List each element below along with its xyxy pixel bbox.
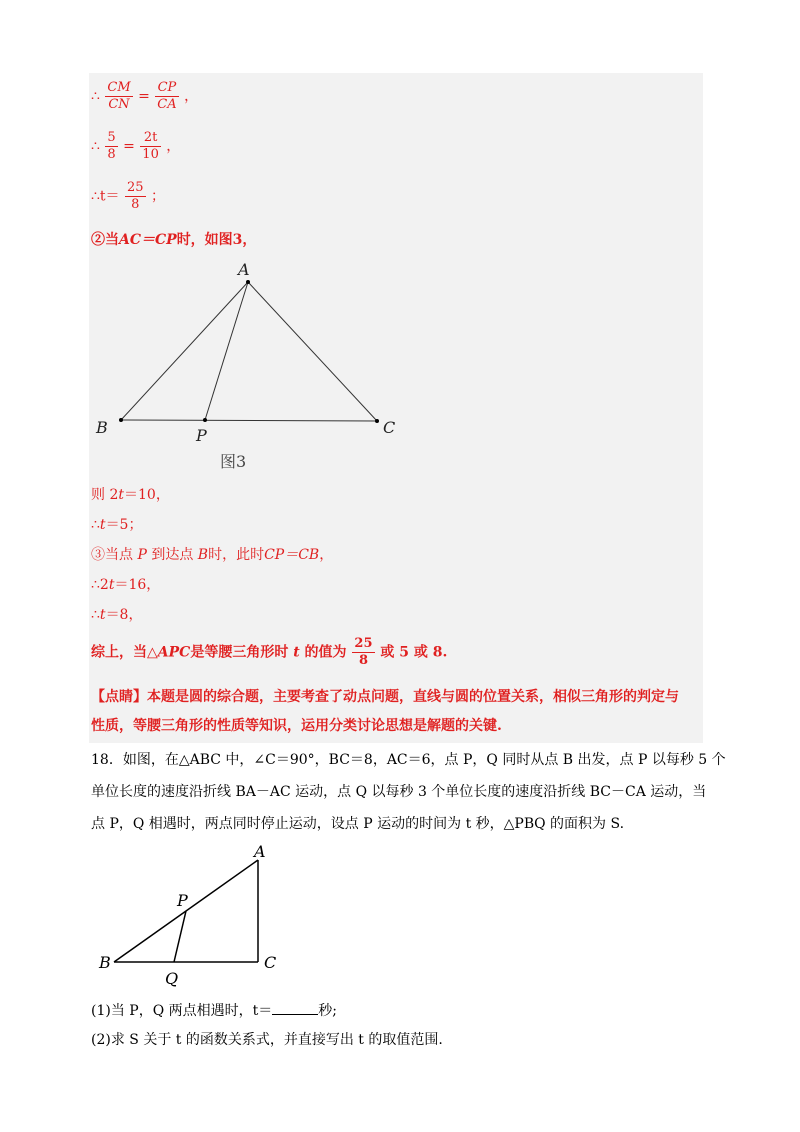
solution-line-5: [91, 485, 170, 505]
label-b: B: [96, 418, 108, 437]
text: ＝10，: [124, 487, 170, 503]
text: ＝16，: [114, 577, 161, 593]
label-a: A: [254, 842, 266, 861]
segment-ap: [205, 282, 248, 420]
punctuation: ，: [184, 88, 199, 105]
equals-sign: =: [138, 88, 150, 105]
triangle-name: APC: [157, 644, 191, 661]
figure-3: [90, 255, 420, 480]
text: ＝8，: [105, 607, 143, 623]
problem-line-3: 点 P，Q 相遇时，两点同时停止运动，设点 P 运动的时间为 t 秒，△PBQ 的面积为 S.: [91, 816, 625, 832]
text: 或 5 或 8.: [380, 644, 448, 661]
math-expression: CP＝CB: [264, 547, 320, 563]
point-c: [375, 419, 379, 423]
label-b: B: [99, 953, 111, 972]
solution-line-8: [91, 575, 160, 595]
solution-conclusion: [91, 636, 447, 669]
label-p: P: [177, 891, 188, 910]
text: ＝5；: [105, 517, 143, 533]
fraction-numerator: CP: [155, 80, 178, 97]
label-c: C: [383, 418, 396, 437]
text: 时，此时: [208, 547, 265, 563]
solution-line-2: [91, 130, 180, 163]
punctuation: ；: [151, 188, 165, 205]
figure-caption: 图3: [220, 452, 247, 471]
math-expression: AC＝CP: [119, 232, 177, 248]
punctuation: ，: [166, 138, 181, 155]
fraction-denominator: CA: [157, 97, 177, 112]
point-name: P: [137, 547, 147, 563]
fraction-denominator: 8: [358, 653, 368, 668]
text: 综上，当△: [91, 644, 158, 661]
label-a: A: [238, 260, 250, 279]
segment-bc: [121, 420, 377, 421]
answer-blank[interactable]: [272, 1000, 318, 1015]
text: 时，如图3，: [176, 232, 257, 248]
solution-line-3: [91, 180, 165, 213]
variable-t: t: [293, 644, 300, 661]
key-point-line-1: 【点睛】本题是圆的综合题，主要考查了动点问题，直线与圆的位置关系，相似三角形的判定与: [91, 689, 679, 705]
text: 的值为: [304, 644, 347, 661]
point-b: [119, 418, 123, 422]
therefore-symbol: ∴: [91, 88, 100, 105]
equals-sign: =: [123, 138, 135, 155]
fraction-numerator: 5: [107, 130, 116, 145]
fraction-numerator: 25: [127, 180, 144, 195]
label-c: C: [264, 953, 277, 972]
therefore-symbol: ∴: [91, 607, 100, 623]
variable-t: t: [108, 577, 115, 593]
key-point-line-2: 性质，等腰三角形的性质等知识，运用分类讨论思想是解题的关键.: [91, 718, 502, 734]
label-p: P: [196, 426, 207, 445]
problem-line-1: 18．如图，在△ABC 中，∠C＝90°，BC＝8，AC＝6，点 P，Q 同时从点 B 出发，点 P 以每秒 5 个: [91, 752, 726, 768]
therefore-symbol: ∴: [91, 138, 100, 155]
variable-t: t: [118, 487, 124, 503]
fraction-numerator: 2t: [140, 130, 161, 147]
segment-ac: [248, 282, 377, 421]
solution-line-1: [91, 80, 198, 113]
point-a: [246, 280, 250, 284]
label-q: Q: [165, 969, 179, 988]
fraction-denominator: CN: [108, 97, 130, 112]
problem-figure: [90, 840, 300, 990]
text: ③当点: [91, 547, 133, 563]
question-2: (2)求 S 关于 t 的函数关系式，并直接写出 t 的取值范围.: [91, 1032, 443, 1048]
text: 到达点: [151, 547, 194, 563]
fraction-numerator: CM: [107, 80, 131, 95]
solution-line-7: [91, 545, 333, 565]
text: ∴2: [91, 577, 109, 593]
variable-t: t: [99, 517, 106, 533]
fraction-numerator: 25: [354, 636, 373, 651]
point-name: B: [197, 547, 209, 563]
solution-line-4: [91, 230, 256, 250]
punctuation: ，: [319, 547, 334, 563]
solution-line-9: [91, 605, 142, 625]
therefore-symbol: ∴: [91, 517, 100, 533]
fraction-denominator: 8: [131, 197, 140, 212]
question-text: 秒;: [318, 1003, 337, 1019]
therefore-symbol: ∴t＝: [91, 188, 120, 205]
text: 则 2: [91, 487, 119, 503]
variable-t: t: [99, 607, 106, 623]
fraction-denominator: 8: [107, 147, 116, 162]
text: ②当: [91, 232, 119, 248]
segment-ab: [121, 282, 248, 420]
text: 是等腰三角形时: [190, 644, 289, 661]
question-1: [91, 1000, 337, 1021]
problem-line-2: 单位长度的速度沿折线 BA－AC 运动，点 Q 以每秒 3 个单位长度的速度沿折线 BC－CA 运动，当: [91, 784, 707, 800]
solution-line-6: [91, 515, 142, 535]
fraction-denominator: 10: [142, 147, 159, 162]
point-p: [203, 418, 207, 422]
question-text: (1)当 P，Q 两点相遇时，t＝: [91, 1003, 273, 1019]
